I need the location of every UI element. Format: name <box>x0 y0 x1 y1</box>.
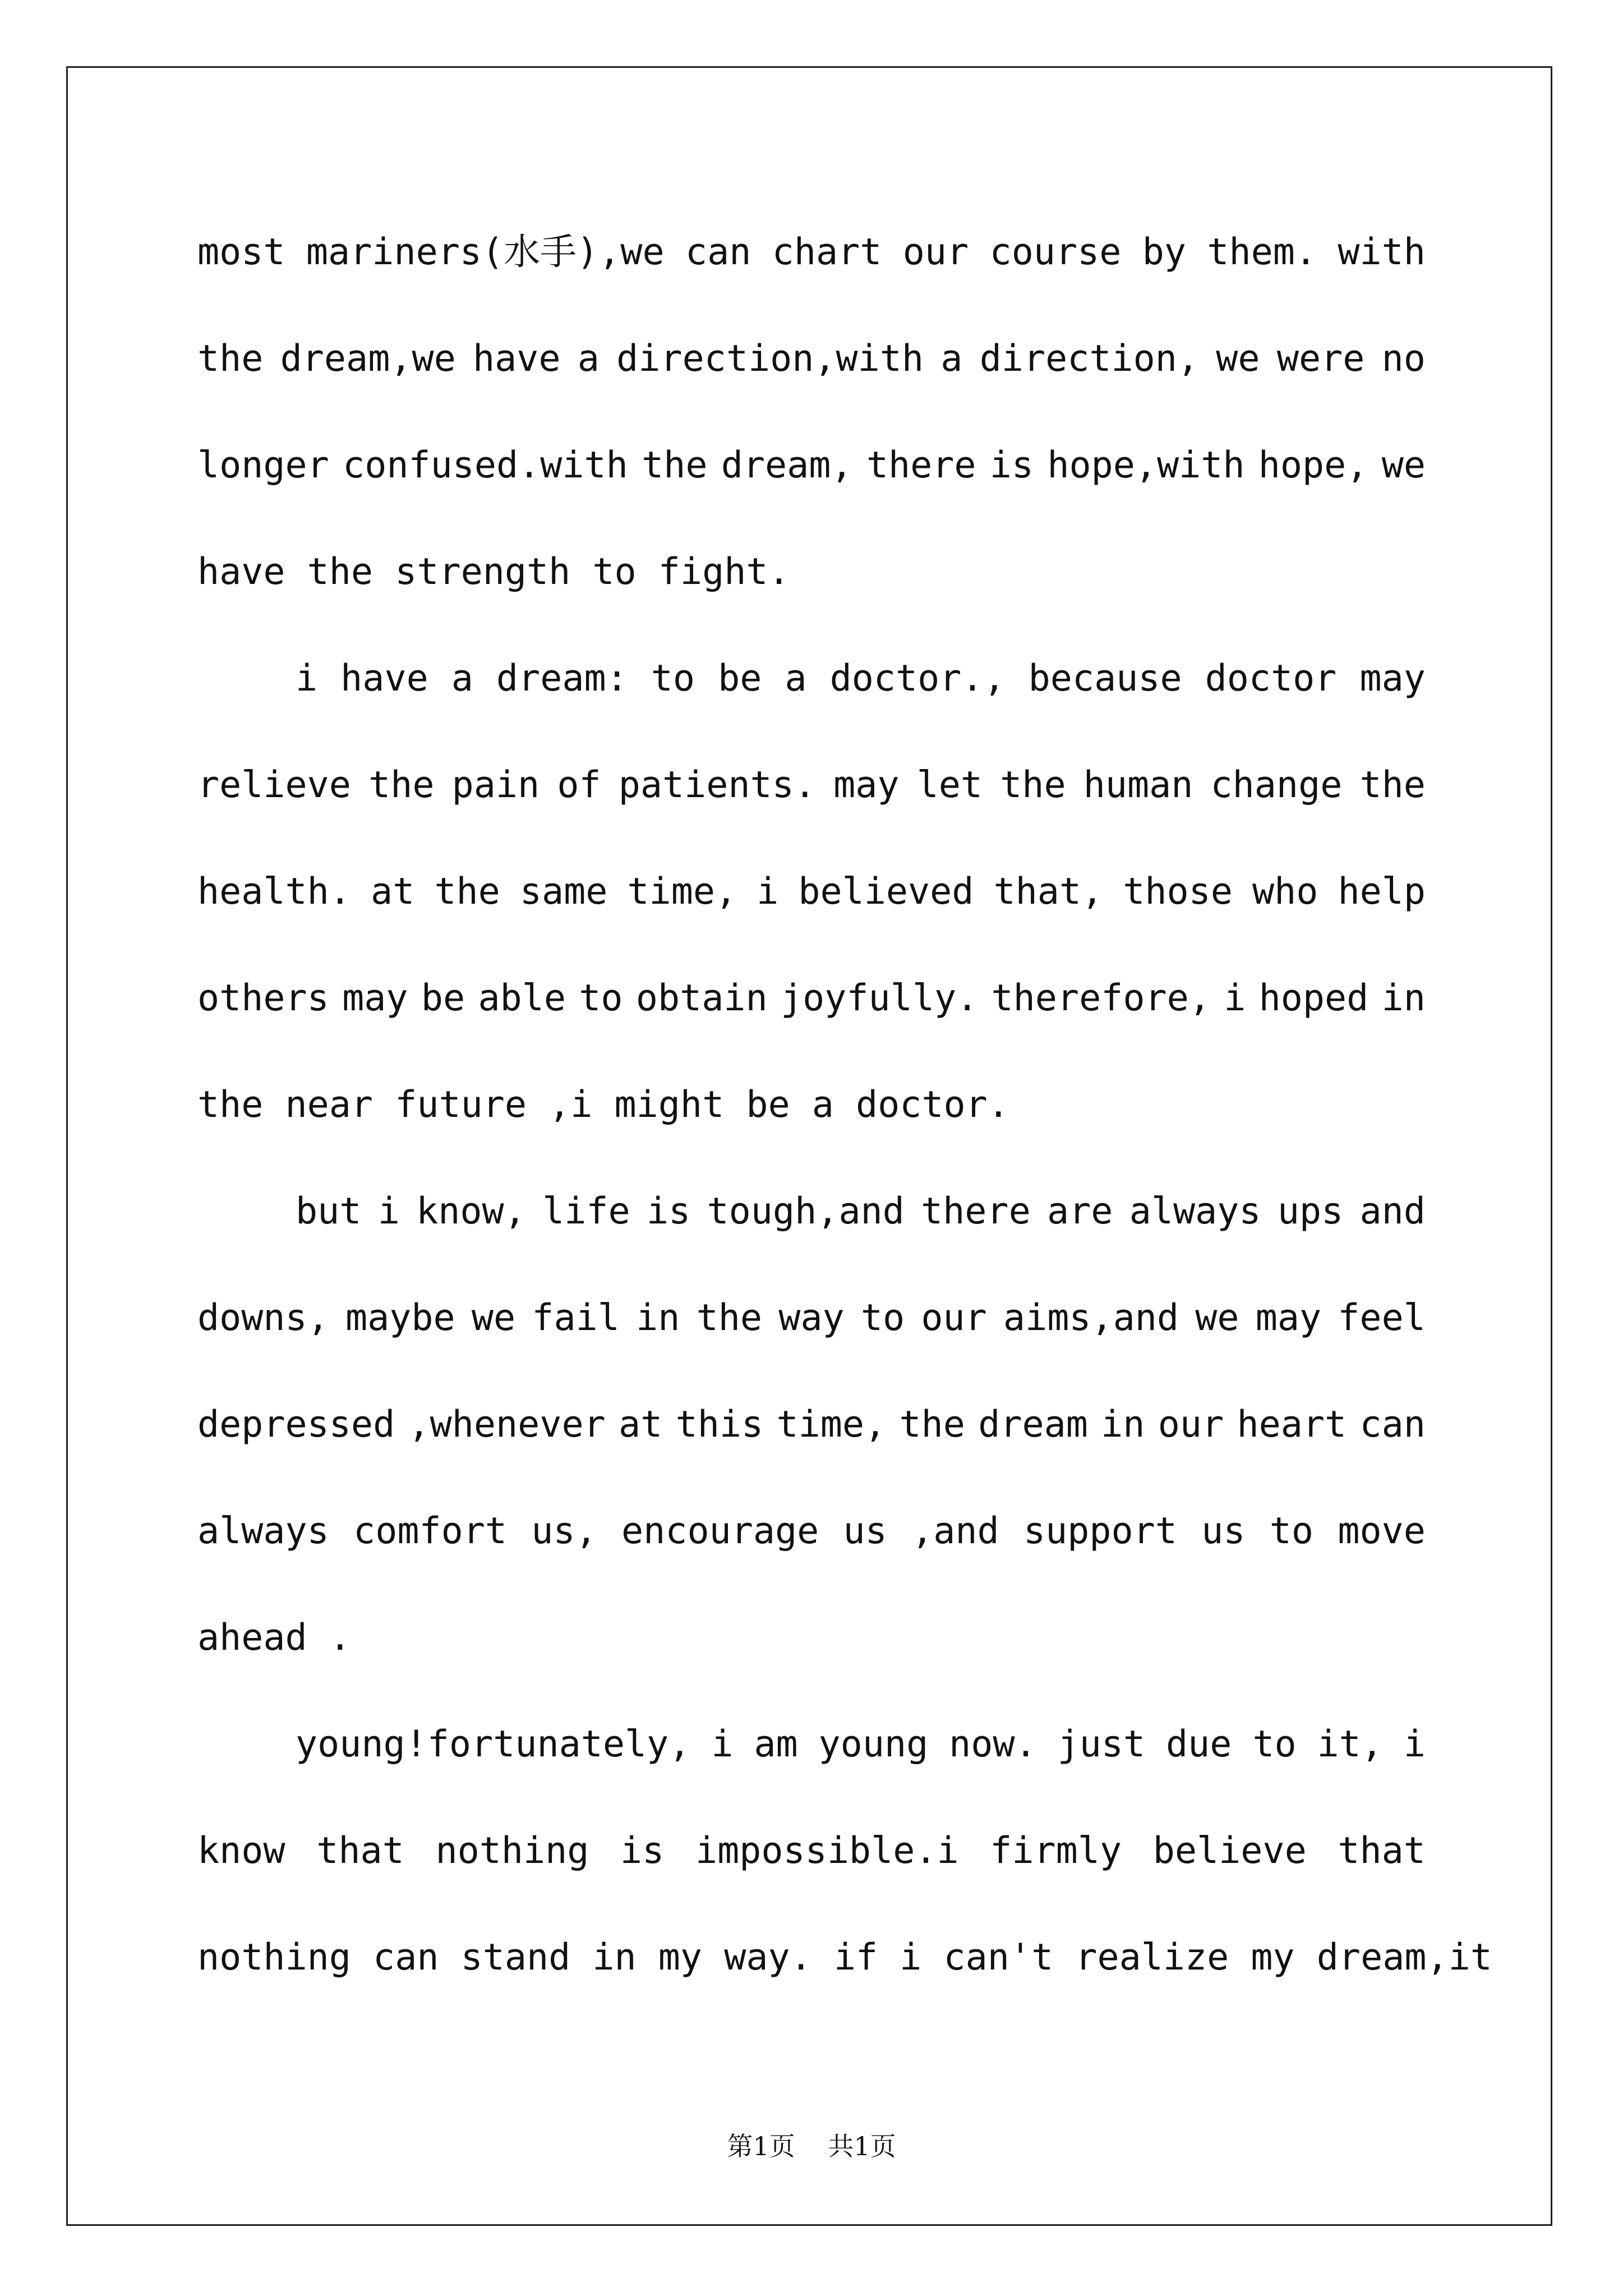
word: always <box>1129 1190 1261 1232</box>
word: to <box>860 1297 905 1339</box>
word: be <box>421 977 465 1019</box>
text-line: nothing can stand in my way. if i can't realize my dream,it <box>197 1936 1492 1978</box>
word: that <box>1338 1830 1426 1872</box>
word: are <box>1047 1190 1113 1232</box>
word: am <box>754 1723 798 1765</box>
word: relieve <box>197 764 351 806</box>
word: it, <box>1317 1723 1383 1765</box>
word: can <box>685 231 751 273</box>
word: there <box>866 444 976 486</box>
word: chart <box>772 231 882 273</box>
word: maybe <box>345 1297 455 1339</box>
word: pain <box>451 764 540 806</box>
word: is <box>989 444 1034 486</box>
word: impossible.i <box>695 1830 959 1872</box>
word: just <box>1057 1723 1146 1765</box>
word: ,whenever <box>408 1404 606 1446</box>
word: our <box>902 231 969 273</box>
text-line <box>197 1372 1426 1478</box>
text-line <box>197 412 1426 519</box>
word: with <box>1338 231 1426 273</box>
word: let <box>916 764 983 806</box>
word: doctor <box>1205 657 1337 700</box>
word: may <box>342 977 408 1019</box>
word: to <box>1252 1723 1297 1765</box>
word: dream <box>978 1404 1088 1446</box>
word: ups <box>1277 1190 1344 1232</box>
word: there <box>921 1190 1031 1232</box>
word: change <box>1210 764 1343 806</box>
word: by <box>1142 231 1187 273</box>
word: obtain <box>635 977 768 1019</box>
word: joyfully. <box>781 977 979 1019</box>
word: therefore, <box>991 977 1211 1019</box>
page-footer <box>0 2126 1623 2163</box>
word: ,and <box>911 1510 999 1552</box>
word: the <box>197 338 264 380</box>
word: us, <box>531 1510 597 1552</box>
text-line: have the strength to fight. <box>197 551 790 593</box>
word: confused.with <box>343 444 628 486</box>
document-body <box>197 199 1492 2011</box>
paragraph <box>197 625 1426 1158</box>
word: patients. <box>618 764 816 806</box>
word: a <box>451 657 473 700</box>
word: time, <box>627 871 737 913</box>
text-line <box>197 732 1426 839</box>
word: may <box>1359 657 1426 700</box>
text-line <box>197 1691 1426 1798</box>
word: we <box>1216 338 1260 380</box>
word: is <box>646 1190 691 1232</box>
word: we <box>471 1297 516 1339</box>
word: hoped <box>1258 977 1369 1019</box>
word: in <box>1101 1404 1145 1446</box>
word: time, <box>776 1404 887 1446</box>
word: because <box>1028 657 1182 700</box>
word: tough,and <box>707 1190 905 1232</box>
word: know <box>197 1830 285 1872</box>
word: the <box>1000 764 1066 806</box>
word: i <box>757 871 779 913</box>
word: at <box>371 871 415 913</box>
word: able <box>478 977 566 1019</box>
word: us <box>843 1510 887 1552</box>
word: course <box>989 231 1122 273</box>
word: encourage <box>621 1510 819 1552</box>
word: were <box>1276 338 1365 380</box>
word: in <box>1381 977 1426 1019</box>
word: those <box>1123 871 1233 913</box>
word: health. <box>197 871 351 913</box>
word: the <box>696 1297 763 1339</box>
text-line <box>197 1798 1426 1904</box>
word: nothing <box>435 1830 589 1872</box>
word: know, <box>416 1190 526 1232</box>
word: doctor., <box>829 657 1006 700</box>
word: always <box>197 1510 329 1552</box>
word: feel <box>1338 1297 1426 1339</box>
page-number: 第1页 <box>727 2131 795 2161</box>
word: direction, <box>979 338 1200 380</box>
word: firmly <box>990 1830 1122 1872</box>
word: hope,with <box>1047 444 1245 486</box>
word: that <box>316 1830 404 1872</box>
word: but <box>296 1190 362 1232</box>
word: fail <box>532 1297 620 1339</box>
word: the <box>899 1404 965 1446</box>
word: direction,with <box>616 338 924 380</box>
text-line <box>197 839 1426 945</box>
word: a <box>577 338 600 380</box>
word: the <box>434 871 500 913</box>
word: others <box>197 977 329 1019</box>
word: is <box>620 1830 665 1872</box>
word: longer <box>197 444 329 486</box>
word: i <box>711 1723 734 1765</box>
word: have <box>340 657 428 700</box>
word: i <box>377 1190 400 1232</box>
word: to <box>651 657 695 700</box>
word: same <box>519 871 608 913</box>
text-line <box>197 625 1426 732</box>
paragraph <box>197 1691 1492 2011</box>
word: in <box>636 1297 680 1339</box>
word: believe <box>1152 1830 1307 1872</box>
text-line: ahead . <box>197 1617 351 1659</box>
word: i <box>1403 1723 1426 1765</box>
word: at <box>619 1404 663 1446</box>
paragraph <box>197 1158 1426 1691</box>
word: life <box>542 1190 630 1232</box>
word: hope, <box>1258 444 1368 486</box>
word: due <box>1166 1723 1232 1765</box>
word: that, <box>993 871 1104 913</box>
text-line <box>197 1265 1426 1372</box>
text-line <box>197 945 1426 1052</box>
word: downs, <box>197 1297 329 1339</box>
word: a <box>785 657 807 700</box>
word: i <box>1224 977 1246 1019</box>
word: our <box>1158 1404 1224 1446</box>
word: we <box>1381 444 1426 486</box>
word: a <box>940 338 963 380</box>
word: dream: <box>496 657 628 700</box>
word: most <box>197 231 285 273</box>
word: now. <box>949 1723 1037 1765</box>
word: young <box>818 1723 929 1765</box>
word: way <box>778 1297 845 1339</box>
word: may <box>833 764 900 806</box>
word: this <box>675 1404 764 1446</box>
word: heart <box>1237 1404 1347 1446</box>
word: of <box>557 764 601 806</box>
word: mariners(水手),we <box>306 231 665 273</box>
word: have <box>472 338 561 380</box>
text-line <box>197 199 1426 306</box>
word: move <box>1338 1510 1426 1552</box>
paragraph <box>197 199 1426 625</box>
word: comfort <box>353 1510 508 1552</box>
word: human <box>1083 764 1193 806</box>
text-line <box>197 1478 1426 1585</box>
word: we <box>1195 1297 1239 1339</box>
word: young!fortunately, <box>296 1723 691 1765</box>
text-line <box>197 1158 1426 1265</box>
word: and <box>1359 1190 1426 1232</box>
word: can <box>1359 1404 1426 1446</box>
word: support <box>1023 1510 1177 1552</box>
word: help <box>1338 871 1426 913</box>
word: who <box>1252 871 1318 913</box>
word: believed <box>798 871 974 913</box>
word: the <box>1359 764 1426 806</box>
word: us <box>1201 1510 1246 1552</box>
word: the <box>642 444 708 486</box>
word: depressed <box>197 1404 395 1446</box>
word: them. <box>1207 231 1317 273</box>
word: no <box>1381 338 1426 380</box>
word: be <box>718 657 762 700</box>
word: the <box>368 764 435 806</box>
text-line <box>197 306 1426 412</box>
text-line: the near future ,i might be a doctor. <box>197 1084 1009 1126</box>
word: our <box>921 1297 987 1339</box>
word: dream, <box>721 444 853 486</box>
word: to <box>579 977 623 1019</box>
page-total: 共1页 <box>828 2131 896 2161</box>
word: dream,we <box>280 338 456 380</box>
word: may <box>1255 1297 1322 1339</box>
word: i <box>296 657 318 700</box>
word: to <box>1269 1510 1314 1552</box>
word: aims,and <box>1003 1297 1179 1339</box>
